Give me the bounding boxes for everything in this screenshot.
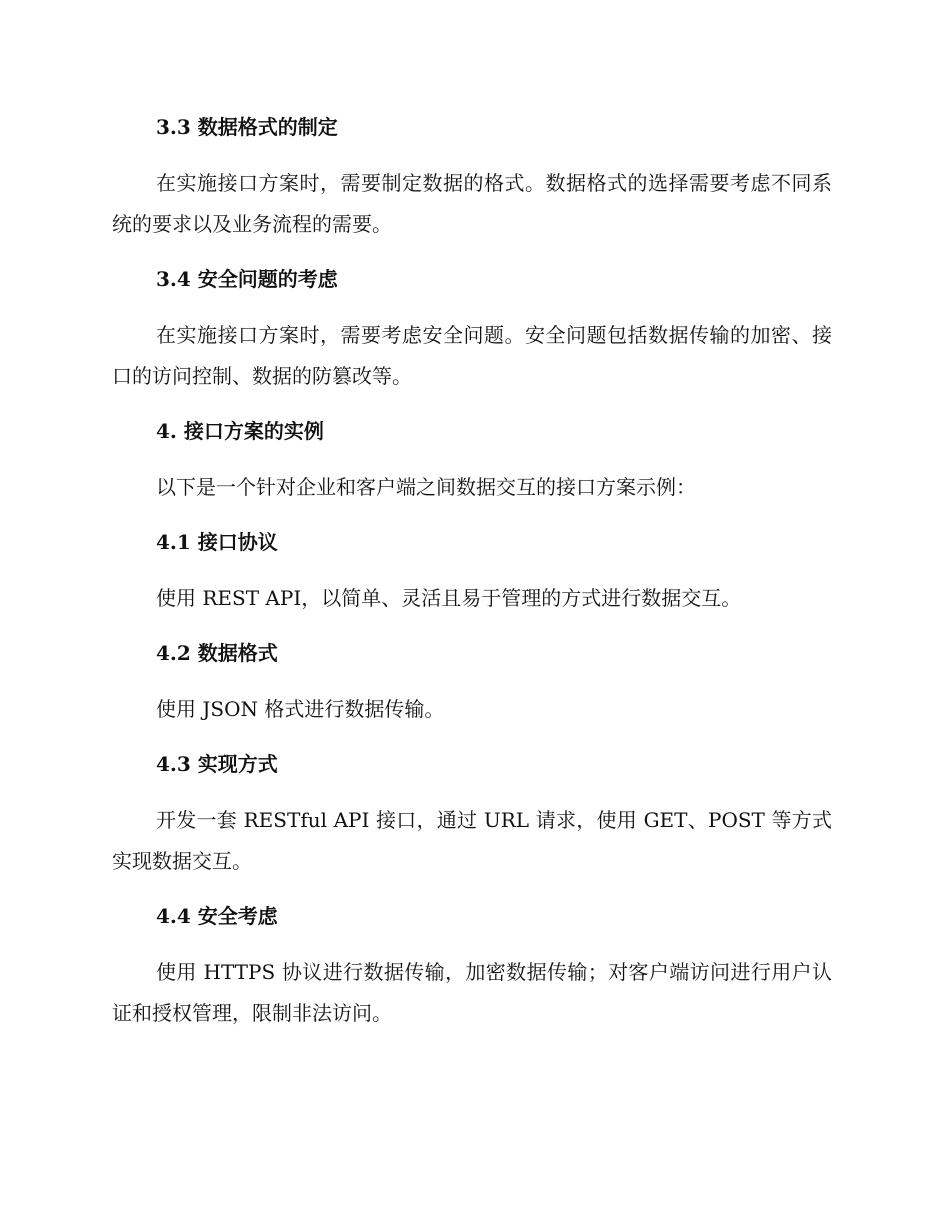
document-body bbox=[112, 110, 832, 1034]
section-paragraph-3-3: 在实施接口方案时，需要制定数据的格式。数据格式的选择需要考虑不同系统的要求以及业务流程的需要。 bbox=[112, 171, 832, 236]
section-paragraph-4: 以下是一个针对企业和客户端之间数据交互的接口方案示例： bbox=[156, 475, 696, 499]
section-paragraph-4-3: 开发一套 RESTful API 接口，通过 URL 请求，使用 GET、POST 等方式实现数据交互。 bbox=[112, 808, 832, 873]
spacer bbox=[112, 144, 832, 163]
spacer bbox=[112, 933, 832, 952]
spacer bbox=[112, 245, 832, 262]
section-paragraph-4-2: 使用 JSON 格式进行数据传输。 bbox=[156, 697, 445, 721]
spacer bbox=[112, 781, 832, 800]
section-heading-4-4: 4.4 安全考虑 bbox=[156, 904, 278, 928]
section-paragraph-4-4: 使用 HTTPS 协议进行数据传输，加密数据传输；对客户端访问进行用户认证和授权管理，限制非法访问。 bbox=[112, 960, 832, 1025]
section-paragraph-4-1: 使用 REST API，以简单、灵活且易于管理的方式进行数据交互。 bbox=[156, 586, 742, 610]
section-heading-4-1: 4.1 接口协议 bbox=[156, 530, 278, 554]
spacer bbox=[112, 670, 832, 689]
spacer bbox=[112, 296, 832, 315]
section-heading-3-3: 3.3 数据格式的制定 bbox=[156, 115, 338, 139]
spacer bbox=[112, 730, 832, 747]
spacer bbox=[112, 882, 832, 899]
spacer bbox=[112, 619, 832, 636]
section-heading-4-2: 4.2 数据格式 bbox=[156, 641, 278, 665]
spacer bbox=[112, 397, 832, 414]
section-heading-3-4: 3.4 安全问题的考虑 bbox=[156, 267, 338, 291]
section-heading-4: 4. 接口方案的实例 bbox=[156, 419, 324, 443]
spacer bbox=[112, 448, 832, 467]
spacer bbox=[112, 559, 832, 578]
spacer bbox=[112, 508, 832, 525]
section-heading-4-3: 4.3 实现方式 bbox=[156, 752, 278, 776]
section-paragraph-3-4: 在实施接口方案时，需要考虑安全问题。安全问题包括数据传输的加密、接口的访问控制、数据的防篡改等。 bbox=[112, 323, 832, 388]
